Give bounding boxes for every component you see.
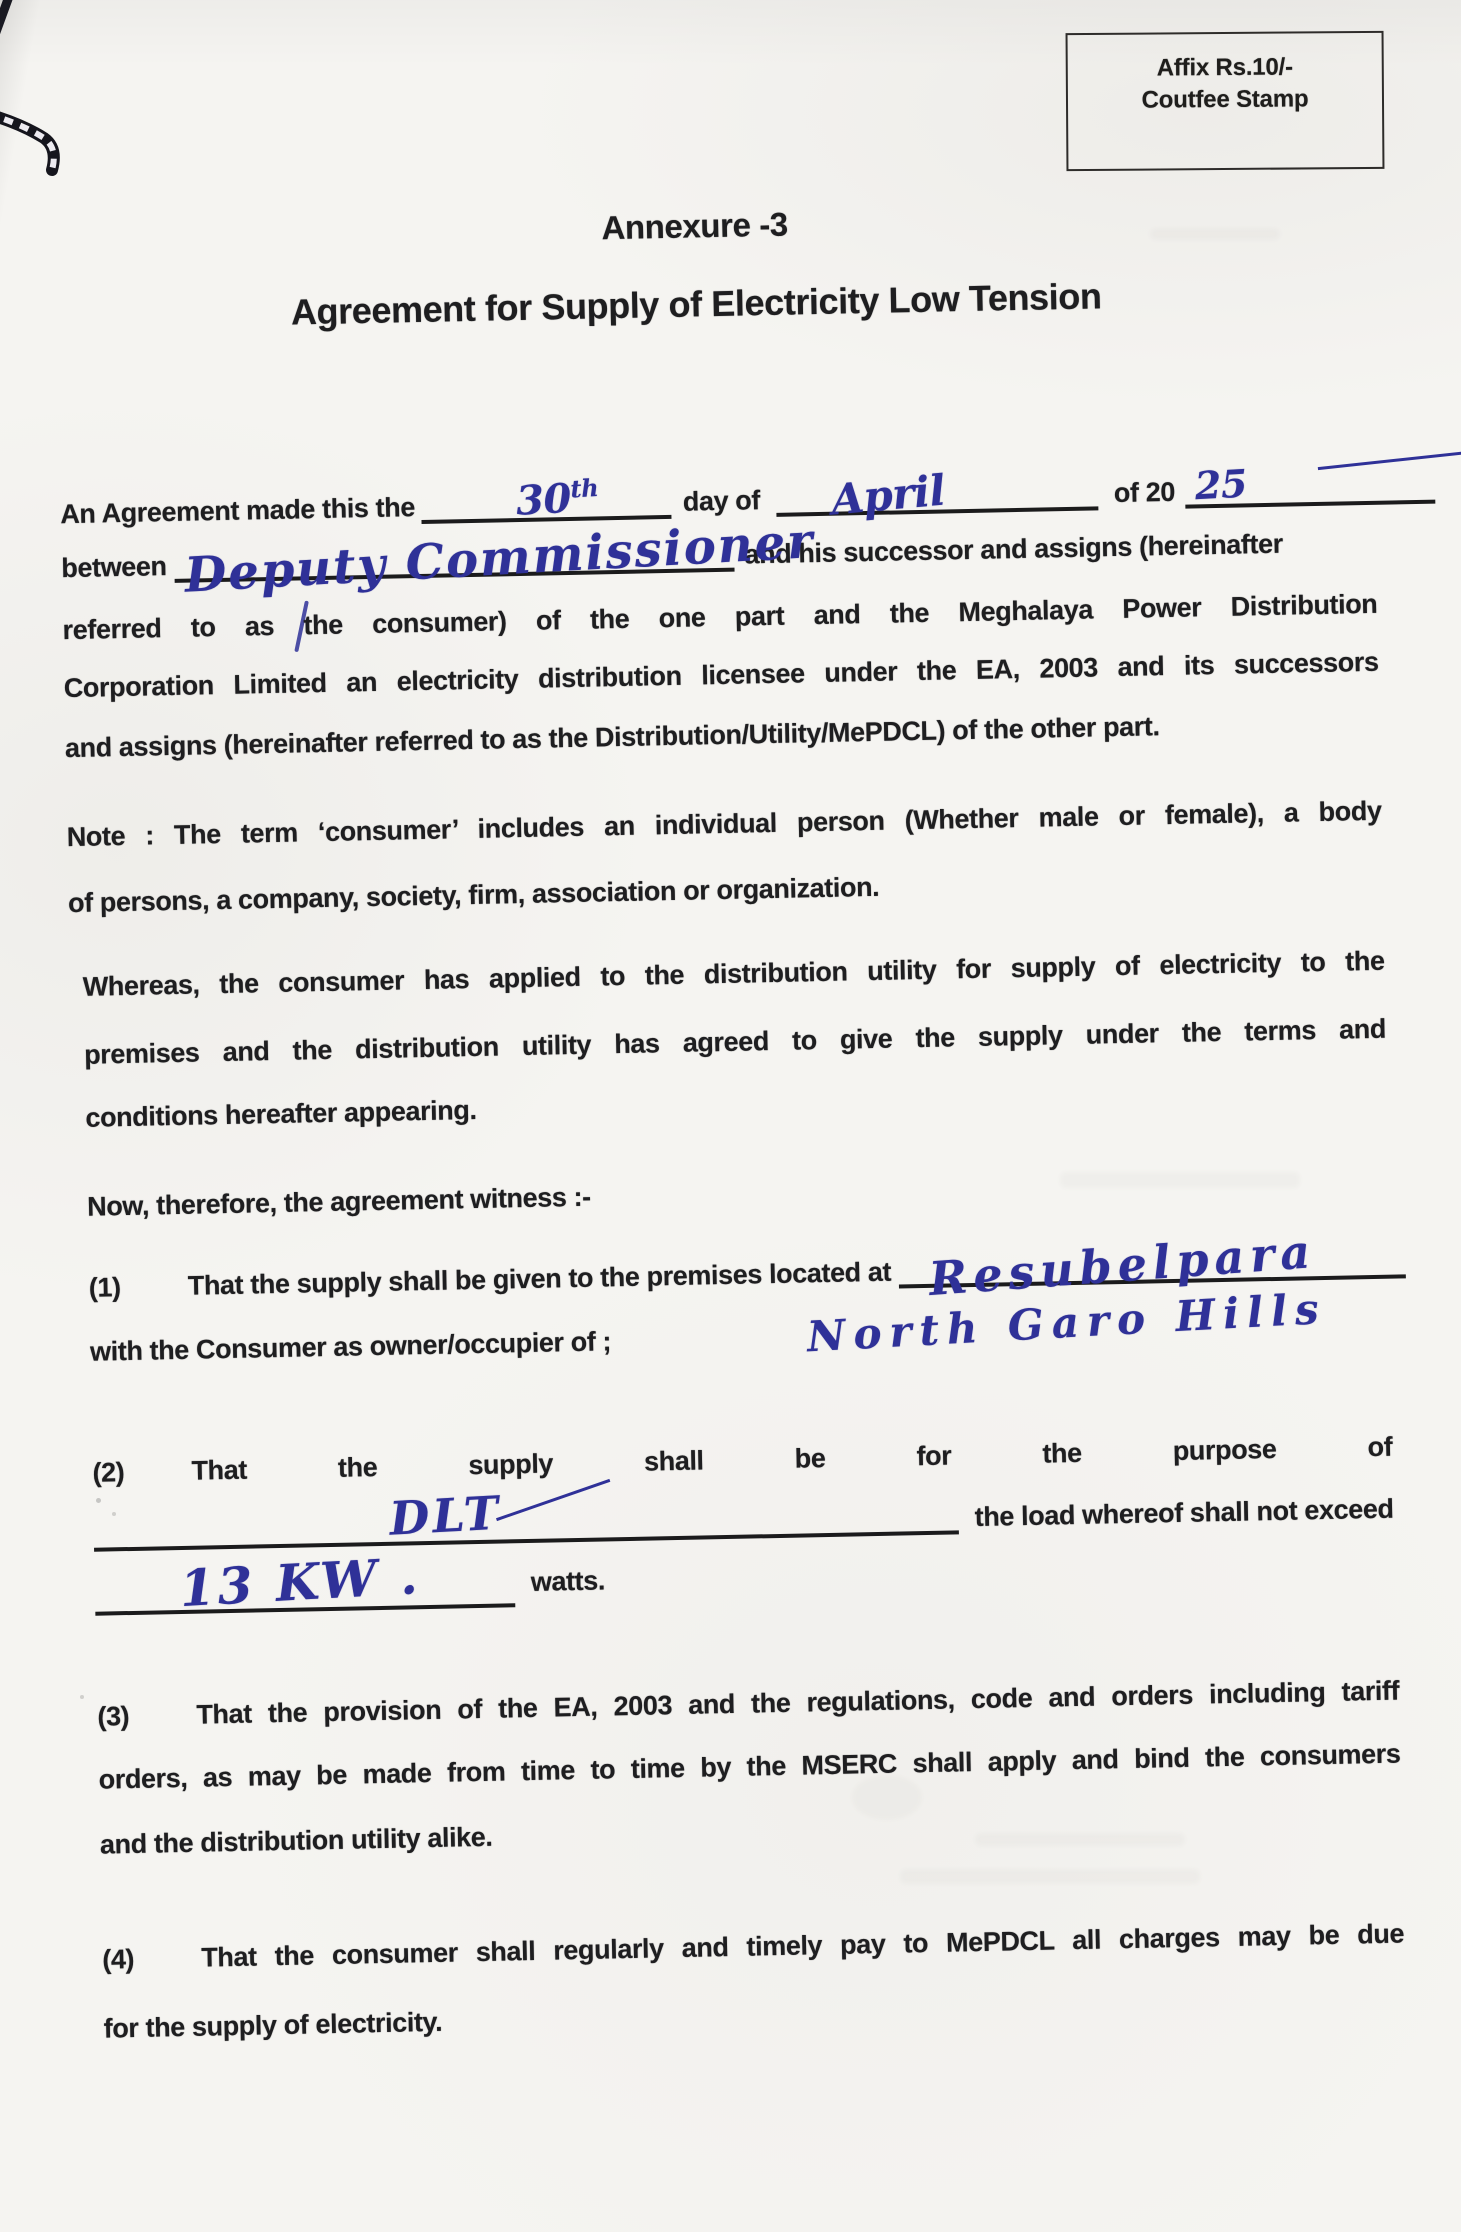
consumer-name-handwriting: Deputy Commissioner xyxy=(183,513,817,604)
whereas-line-3: conditions hereafter appearing. xyxy=(85,1094,477,1133)
clause2-text-2: the load whereof shall not exceed xyxy=(974,1493,1394,1533)
intro-text-4: between xyxy=(61,551,167,584)
intro-line-4: Corporation Limited an electricity distribution licensee under the EA, 2003 and its successors xyxy=(63,646,1379,704)
intro-line-2 xyxy=(61,513,1433,604)
clause1-line-2: with the Consumer as owner/occupier of ; xyxy=(89,1326,612,1367)
location-handwriting-2: North Garo Hills xyxy=(805,1283,1328,1362)
year-handwriting: 25 xyxy=(1193,460,1249,509)
intro-text-2: day of xyxy=(682,485,761,517)
purpose-blank xyxy=(93,1484,959,1551)
month-handwriting: April xyxy=(828,465,947,525)
stamp-line-2: Coutfee Stamp xyxy=(1141,85,1309,114)
clause3-line-3: and the distribution utility alike. xyxy=(99,1821,493,1860)
day-blank xyxy=(421,472,672,525)
pen-flourish xyxy=(1318,449,1461,470)
clause4-number: (4) xyxy=(102,1944,135,1975)
load-blank xyxy=(94,1546,515,1619)
location-blank xyxy=(899,1224,1406,1306)
intro-line-3: referred to as the consumer) of the one part and the Meghalaya Power Distribution xyxy=(62,588,1378,646)
document-title: Agreement for Supply of Electricity Low Tension xyxy=(290,275,1102,333)
clause3-line-1 xyxy=(97,1674,1399,1734)
clause3-text-1: That the provision of the EA, 2003 and the regulations, code and orders including tariff xyxy=(196,1675,1400,1730)
purpose-handwriting: DLT xyxy=(388,1485,503,1546)
whereas-line-1: Whereas, the consumer has applied to the distribution utility for supply of electricity to the xyxy=(82,945,1385,1002)
clause1-number: (1) xyxy=(88,1272,121,1303)
clause3-line-2: orders, as may be made from time to time by the MSERC shall apply and bind the consumers xyxy=(98,1738,1401,1795)
witness-line: Now, therefore, the agreement witness :- xyxy=(86,1181,591,1222)
clause2-number: (2) xyxy=(92,1457,125,1488)
note-line-1: Note : The term ‘consumer’ includes an individual person (Whether male or female), a body xyxy=(66,795,1382,853)
annexure-heading: Annexure -3 xyxy=(601,205,789,247)
pen-flourish xyxy=(496,1479,610,1521)
clause2-text-1: That the supply shall be for the purpose of xyxy=(191,1431,1393,1486)
clause4-line-2: for the supply of electricity. xyxy=(103,2006,443,2044)
whereas-line-2: premises and the distribution utility has agreed to give the supply under the terms and xyxy=(83,1013,1387,1070)
note-line-2: of persons, a company, society, firm, association or organization. xyxy=(67,871,880,919)
intro-text-1: An Agreement made this the xyxy=(59,492,416,530)
watts-label: watts. xyxy=(530,1565,606,1597)
clause4-text-1: That the consumer shall regularly and timely pay to MePDCL all charges may be due xyxy=(200,1918,1405,1973)
consumer-name-blank xyxy=(174,513,817,604)
load-handwriting: 13 KW . xyxy=(178,1546,422,1619)
intro-text-3: of 20 xyxy=(1113,476,1176,509)
clause1-text-1: That the supply shall be given to the premises located at xyxy=(187,1256,892,1301)
year-blank xyxy=(1185,460,1436,509)
month-blank xyxy=(776,465,1099,525)
intro-text-5: and his successor and assigns (hereinafter xyxy=(744,528,1284,570)
clause3-number: (3) xyxy=(97,1701,130,1732)
day-handwriting: 30th xyxy=(514,472,599,525)
stamp-line-1: Affix Rs.10/- xyxy=(1156,53,1293,82)
location-handwriting-1: Resubelpara xyxy=(927,1224,1319,1306)
intro-line-5: and assigns (hereinafter referred to as the Distribution/Utility/MePDCL) of the other part. xyxy=(64,711,1160,764)
clause4-line-1 xyxy=(102,1917,1404,1977)
